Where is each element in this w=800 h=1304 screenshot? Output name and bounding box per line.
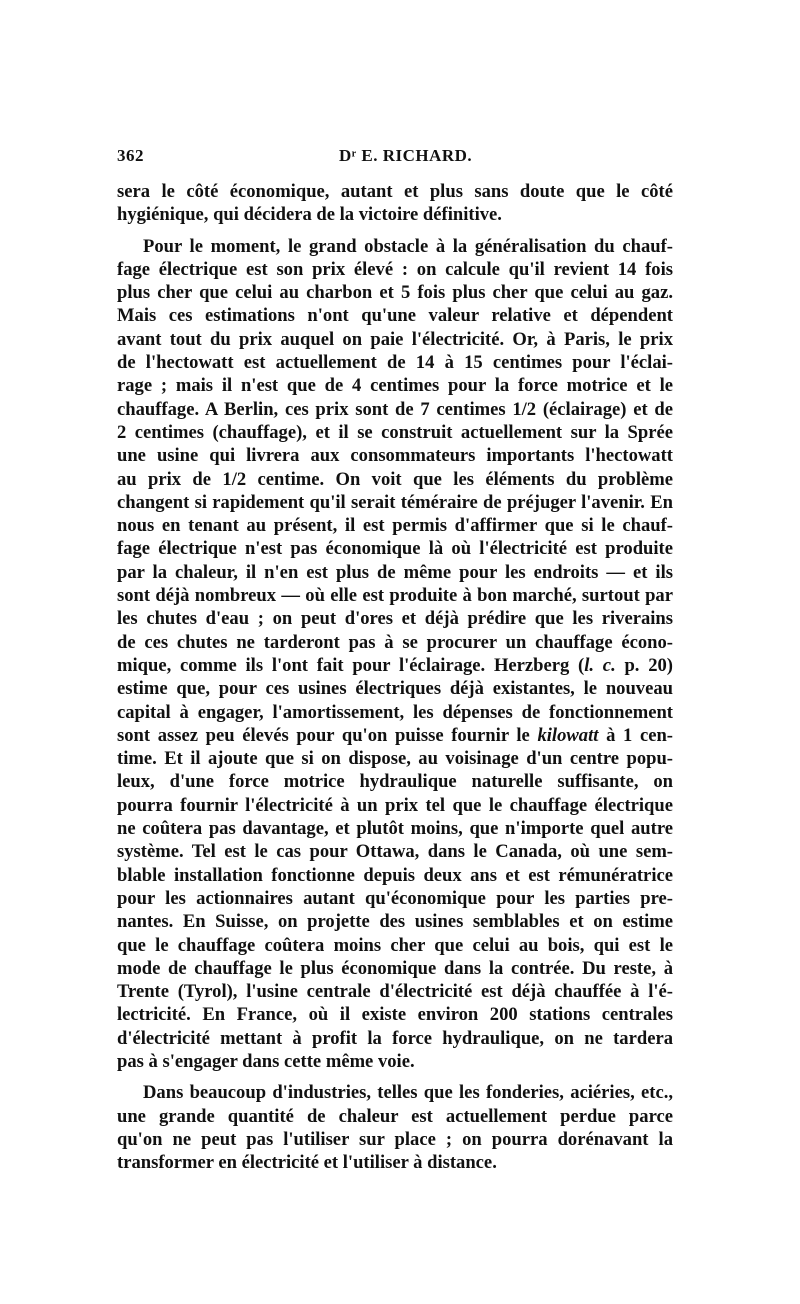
text-line: Mais ces estimations n'ont qu'une valeur relative et dépendent xyxy=(117,305,673,327)
running-head xyxy=(117,146,677,170)
page-number: 362 xyxy=(117,146,144,165)
text-line: changent si rapidement qu'il serait téméraire de préjuger l'avenir. En xyxy=(117,491,673,513)
text-line: avant tout du prix auquel on paie l'électricité. Or, à Paris, le prix xyxy=(117,328,673,350)
text-line: transformer en électricité et l'utiliser à distance. xyxy=(117,1152,497,1174)
running-title: Dʳ E. RICHARD. xyxy=(339,146,473,165)
text-line: blable installation fonctionne depuis deux ans et est rémunératrice xyxy=(117,864,673,886)
paragraph xyxy=(117,235,673,1074)
text-line: de l'hectowatt est actuellement de 14 à 15 centimes pour l'éclai- xyxy=(117,352,673,374)
text-line: système. Tel est le cas pour Ottawa, dans le Canada, où une sem- xyxy=(117,841,673,863)
text-line: fage électrique est son prix élevé : on calcule qu'il revient 14 fois xyxy=(117,258,673,280)
text-line: une grande quantité de chaleur est actuellement perdue parce xyxy=(117,1105,673,1127)
text-line: au prix de 1/2 centime. On voit que les éléments du problème xyxy=(117,468,673,490)
text-line: time. Et il ajoute que si on dispose, au voisinage d'un centre popu- xyxy=(117,748,673,770)
text-line: chauffage. A Berlin, ces prix sont de 7 centimes 1/2 (éclairage) et de xyxy=(117,398,673,420)
text-line: capital à engager, l'amortissement, les dépenses de fonctionnement xyxy=(117,701,673,723)
text-line: sont déjà nombreux — où elle est produite à bon marché, surtout par xyxy=(117,585,673,607)
text-line: pas à s'engager dans cette même voie. xyxy=(117,1050,415,1072)
paragraph xyxy=(117,1081,673,1174)
text-line: fage électrique n'est pas économique là où l'électricité est produite xyxy=(117,538,673,560)
text-line: rage ; mais il n'est que de 4 centimes pour la force motrice et le xyxy=(117,375,673,397)
text-line: Pour le moment, le grand obstacle à la généralisation du chauf- xyxy=(143,235,673,257)
text-line: les chutes d'eau ; on peut d'ores et déjà prédire que les riverains xyxy=(117,608,673,630)
text-line: de ces chutes ne tarderont pas à se procurer un chauffage écono- xyxy=(117,631,673,653)
text-line: mode de chauffage le plus économique dans la contrée. Du reste, à xyxy=(117,957,673,979)
paragraph xyxy=(117,180,673,227)
text-line: par la chaleur, il n'en est plus de même pour les endroits — et ils xyxy=(117,561,673,583)
text-line: ne coûtera pas davantage, et plutôt moins, que n'importe quel autre xyxy=(117,818,673,840)
text-line: sera le côté économique, autant et plus sans doute que le côté xyxy=(117,181,673,202)
text-line: lectricité. En France, où il existe environ 200 stations centrales xyxy=(117,1004,673,1026)
text-line: 2 centimes (chauffage), et il se construit actuellement sur la Sprée xyxy=(117,421,673,443)
text-line: sont assez peu élevés pour qu'on puisse fournir le kilowatt à 1 cen- xyxy=(117,724,673,746)
text-line: une usine qui livrera aux consommateurs importants l'hectowatt xyxy=(117,445,673,467)
text-line: pour les actionnaires autant qu'économique pour les parties pre- xyxy=(117,887,673,909)
text-line: leux, d'une force motrice hydraulique naturelle suffisante, on xyxy=(117,771,673,793)
text-line: estime que, pour ces usines électriques déjà existantes, le nouveau xyxy=(117,678,673,700)
text-line: mique, comme ils l'ont fait pour l'éclairage. Herzberg (l. c. p. 20) xyxy=(117,654,673,676)
body-text xyxy=(117,180,673,1174)
text-line: plus cher que celui au charbon et 5 fois plus cher que celui au gaz. xyxy=(117,282,673,304)
text-line: qu'on ne peut pas l'utiliser sur place ; on pourra dorénavant la xyxy=(117,1128,673,1150)
text-line: Trente (Tyrol), l'usine centrale d'électricité est déjà chauffée à l'é- xyxy=(117,981,673,1003)
text-line: Dans beaucoup d'industries, telles que les fonderies, aciéries, etc., xyxy=(143,1082,673,1104)
text-line: hygiénique, qui décidera de la victoire définitive. xyxy=(117,204,502,226)
text-line: nous en tenant au présent, il est permis d'affirmer que si le chauf- xyxy=(117,515,673,537)
text-line: d'électricité mettant à profit la force hydraulique, on ne tardera xyxy=(117,1027,673,1049)
text-line: pourra fournir l'électricité à un prix tel que le chauffage électrique xyxy=(117,794,673,816)
text-line: que le chauffage coûtera moins cher que celui au bois, qui est le xyxy=(117,934,673,956)
text-line: nantes. En Suisse, on projette des usines semblables et on estime xyxy=(117,911,673,933)
